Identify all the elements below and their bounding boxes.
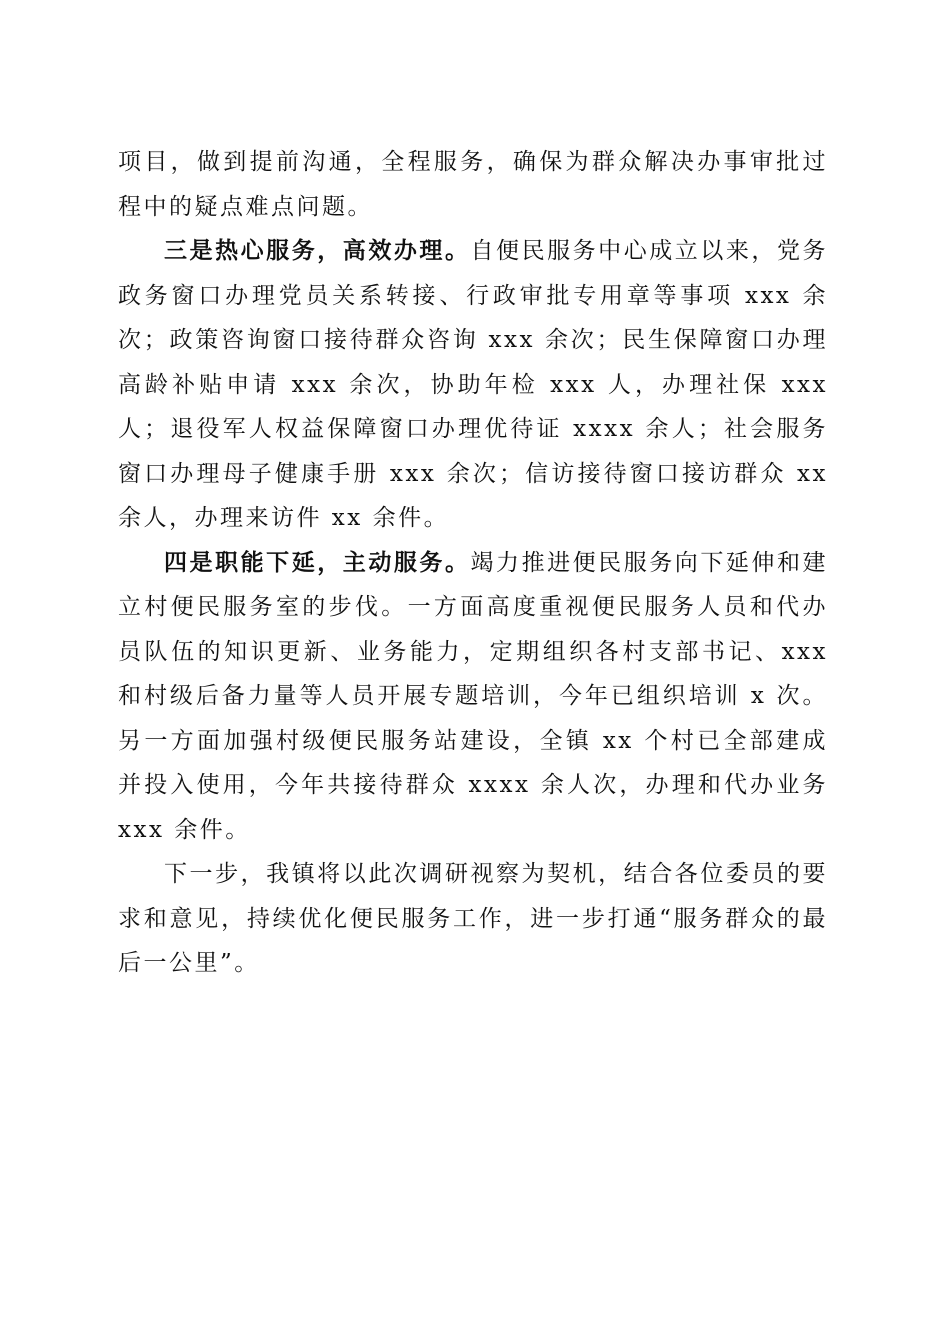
paragraph-text: 竭力推进便民服务向下延伸和建立村便民服务室的步伐。一方面高度重视便民服务人员和代办员队伍的知识更新、业务能力，定期组织各村支部书记、xxx 和村级后备力量等人员开展专题培训，今年已组织培训 x 次。另一方面加强村级便民服务站建设，全镇 xx 个村已全部建成并投入使用，今年共接待群众 xxxx 余人次，办理和代办业务 xxx 余件。 <box>118 549 829 843</box>
paragraph-text: 自便民服务中心成立以来，党务政务窗口办理党员关系转接、行政审批专用章等事项 xxx 余次；政策咨询窗口接待群众咨询 xxx 余次；民生保障窗口办理高龄补贴申请 xxx 余次，协助年检 xxx 人，办理社保 xxx 人；退役军人权益保障窗口办理优待证 xxxx 余人；社会服务窗口办理母子健康手册 xxx 余次；信访接待窗口接访群众 xx 余人，办理来访件 xx 余件。 <box>118 238 829 531</box>
paragraph-text: 下一步，我镇将以此次调研视察为契机，结合各位委员的要求和意见，持续优化便民服务工作，进一步打通“服务群众的最后一公里”。 <box>118 861 828 976</box>
paragraph-continuation <box>118 140 828 229</box>
document-body <box>118 140 828 986</box>
paragraph-text: 项目，做到提前沟通，全程服务，确保为群众解决办事审批过程中的疑点难点问题。 <box>118 149 828 220</box>
paragraph-heading: 四是职能下延，主动服务。 <box>164 548 471 576</box>
paragraph-heading: 三是热心服务，高效办理。 <box>164 237 471 264</box>
paragraph-functions-extended <box>118 541 828 853</box>
paragraph-service-efficiency <box>118 229 828 541</box>
paragraph-next-step <box>118 852 828 986</box>
